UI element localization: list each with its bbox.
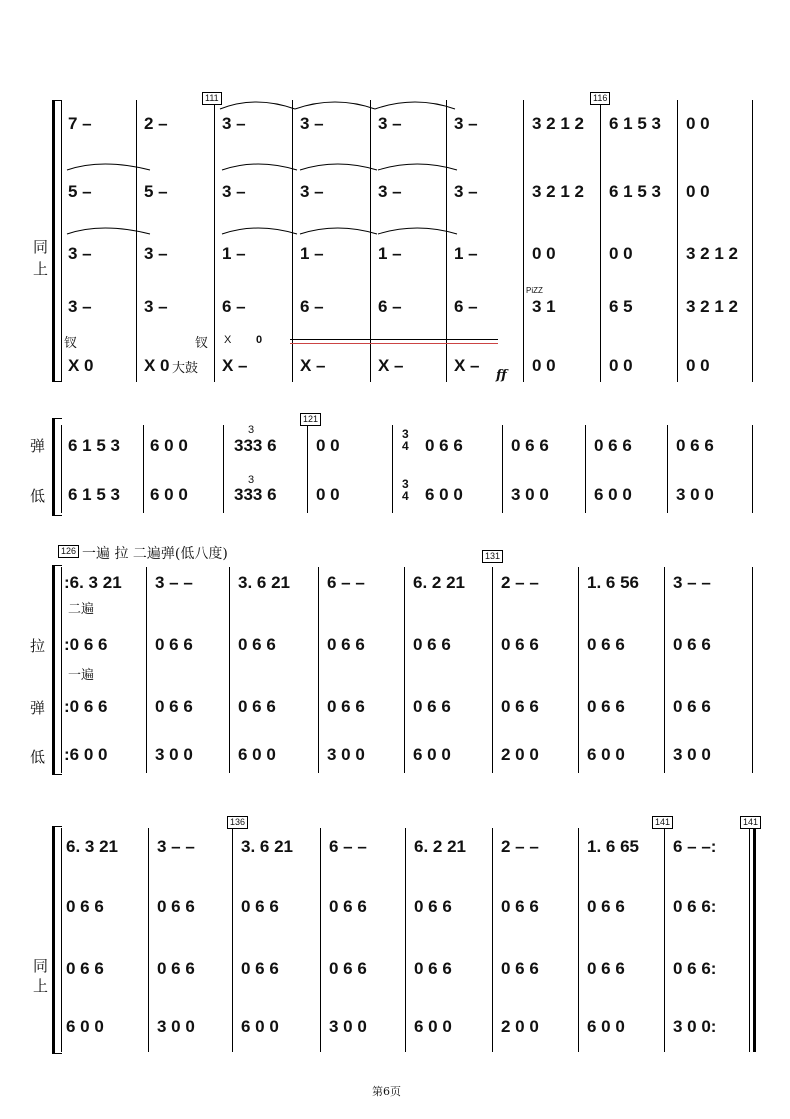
system-line: [61, 567, 62, 773]
note: 0 6 6: [241, 959, 279, 978]
note: 5 –: [144, 182, 168, 201]
barline: [318, 567, 319, 773]
note: 0 6 6: [501, 697, 539, 716]
tremolo-line: [290, 339, 498, 340]
barline: [223, 425, 224, 513]
note: 6 – –: [329, 837, 367, 856]
note: 0 6 6: [329, 959, 367, 978]
note: 6 –: [300, 297, 324, 316]
note: 6 1 5 3: [609, 182, 661, 201]
note: 0 6 6: [676, 436, 714, 455]
barline: [600, 100, 601, 382]
note: 0 6 6: [157, 959, 195, 978]
note: 0 6 6: [425, 436, 463, 455]
note: 3 –: [68, 297, 92, 316]
note: 0 6 6: [414, 959, 452, 978]
barline: [752, 567, 753, 773]
note: 6 0 0: [594, 485, 632, 504]
barline: [752, 100, 753, 382]
note: 6 –: [378, 297, 402, 316]
label-low: 低: [30, 748, 46, 766]
measure-marker: 131: [482, 550, 503, 563]
system-line: [61, 100, 62, 382]
barline: [320, 828, 321, 1052]
note: 0 6 6: [501, 897, 539, 916]
note: 0 6 6: [155, 697, 193, 716]
note: 0 6 6: [327, 635, 365, 654]
barline: [307, 425, 308, 513]
system-line: [61, 828, 62, 1052]
note: 6 0 0: [413, 745, 451, 764]
note: 3 0 0: [155, 745, 193, 764]
note: 1 –: [222, 244, 246, 263]
note: 6 0 0: [150, 485, 188, 504]
note: :6. 3 21: [64, 573, 122, 592]
note: 3 –: [68, 244, 92, 263]
note: 0 6 6: [587, 635, 625, 654]
barline: [232, 828, 233, 1052]
barline: [664, 567, 665, 773]
note: 0 6 6: [511, 436, 549, 455]
note: 6 0 0: [150, 436, 188, 455]
label-bow: 拉: [30, 637, 46, 655]
note: 3 –: [222, 182, 246, 201]
barline: [677, 100, 678, 382]
system-bracket: [52, 826, 55, 1054]
barline: [502, 425, 503, 513]
note: 2 0 0: [501, 745, 539, 764]
note: 0 6 6: [413, 635, 451, 654]
note: 6. 3 21: [66, 837, 118, 856]
note: 0 6 6: [66, 897, 104, 916]
note: 3. 6 21: [238, 573, 290, 592]
note: 0 6 6:: [673, 959, 717, 978]
note: 3 2 1 2: [686, 244, 738, 263]
note: 3 0 0:: [673, 1017, 717, 1036]
note: 6 1 5 3: [68, 436, 120, 455]
note: 0 6 6: [66, 959, 104, 978]
barline: [136, 100, 137, 382]
measure-marker: 121: [300, 413, 321, 426]
second-time-label: 二遍: [68, 602, 95, 617]
note: 3 0 0: [157, 1017, 195, 1036]
note: 0 6 6:: [673, 897, 717, 916]
note: :6 0 0: [64, 745, 108, 764]
system-bracket: [52, 418, 55, 516]
note: 6 0 0: [425, 485, 463, 504]
note: 3 –: [300, 182, 324, 201]
note: 3 1: [532, 297, 556, 316]
final-barline-thick: [753, 828, 756, 1052]
note: X 0: [68, 356, 94, 375]
note: X –: [300, 356, 326, 375]
note: 0 0: [686, 356, 710, 375]
note: X –: [378, 356, 404, 375]
note: 3 –: [378, 182, 402, 201]
note: 3 –: [454, 182, 478, 201]
note: 3 0 0: [673, 745, 711, 764]
note: 3 – –: [673, 573, 711, 592]
note: :0 6 6: [64, 697, 108, 716]
barline: [148, 828, 149, 1052]
note: 0 0: [316, 485, 340, 504]
label-pluck: 弹: [30, 437, 46, 455]
time-signature: 3 4: [402, 477, 409, 503]
note: 0 6 6: [587, 697, 625, 716]
bracket-bottom: [52, 515, 62, 516]
label-low: 低: [30, 487, 46, 505]
measure-marker: 141: [740, 816, 761, 829]
note: 3 –: [454, 114, 478, 133]
bracket-top: [52, 826, 62, 827]
note: 0 6 6: [587, 897, 625, 916]
barline: [405, 828, 406, 1052]
note: 6 –: [454, 297, 478, 316]
verse-instruction: 一遍 拉 二遍弹(低八度): [82, 546, 228, 562]
note: 3 –: [144, 297, 168, 316]
note: 5 –: [68, 182, 92, 201]
dynamic-ff: ff: [496, 368, 507, 383]
note: 3 0 0: [676, 485, 714, 504]
first-time-label: 一遍: [68, 668, 95, 683]
barline: [664, 828, 665, 1052]
note: 7 –: [68, 114, 92, 133]
cymbal-x: X: [224, 334, 232, 346]
note: 6 1 5 3: [68, 485, 120, 504]
barline: [146, 567, 147, 773]
barline: [585, 425, 586, 513]
note: 3. 6 21: [241, 837, 293, 856]
note: 0 6 6: [238, 697, 276, 716]
note: 0 6 6: [413, 697, 451, 716]
barline: [578, 567, 579, 773]
tie-group: [62, 222, 482, 238]
note: 6 – –: [327, 573, 365, 592]
note: 3 –: [144, 244, 168, 263]
page-number: 第6页: [372, 1085, 401, 1098]
barline: [229, 567, 230, 773]
measure-marker: 141: [652, 816, 673, 829]
note: 3 0 0: [327, 745, 365, 764]
note: 6 0 0: [587, 745, 625, 764]
note: 1. 6 65: [587, 837, 639, 856]
note: 6. 2 21: [414, 837, 466, 856]
note: 0 6 6: [587, 959, 625, 978]
bracket-top: [52, 418, 62, 419]
note: 2 – –: [501, 573, 539, 592]
note: 1. 6 56: [587, 573, 639, 592]
time-signature: 3 4: [402, 427, 409, 453]
note: 0 0: [532, 356, 556, 375]
triplet-mark: 3: [248, 424, 255, 436]
slur-group: [215, 95, 460, 113]
barline: [404, 567, 405, 773]
label-bass-drum: 大鼓: [172, 361, 199, 376]
barline: [492, 828, 493, 1052]
note: 1 –: [378, 244, 402, 263]
bracket-top: [52, 565, 62, 566]
note: 0 6 6: [594, 436, 632, 455]
barline: [752, 425, 753, 513]
note: :0 6 6: [64, 635, 108, 654]
note: 0 6 6: [241, 897, 279, 916]
label-cymbal: 钗: [64, 336, 78, 351]
bracket-bottom: [52, 1053, 62, 1054]
barline: [392, 425, 393, 513]
note: 3 0 0: [329, 1017, 367, 1036]
note: 0 6 6: [157, 897, 195, 916]
note: 0 0: [609, 244, 633, 263]
system-line: [61, 425, 62, 513]
note: 0 6 6: [327, 697, 365, 716]
barline: [492, 567, 493, 773]
note: 3 –: [300, 114, 324, 133]
label-cymbal: 钗: [195, 336, 209, 351]
note: 3 2 1 2: [686, 297, 738, 316]
note: 0 6 6: [673, 697, 711, 716]
note: 6 0 0: [587, 1017, 625, 1036]
note: 0 0: [686, 182, 710, 201]
note: 6 5: [609, 297, 633, 316]
barline: [143, 425, 144, 513]
measure-marker: 126: [58, 545, 79, 558]
note: 0 6 6: [501, 959, 539, 978]
note: 333 6: [234, 436, 277, 455]
note: 6 0 0: [241, 1017, 279, 1036]
note: 3 2 1 2: [532, 114, 584, 133]
barline: [667, 425, 668, 513]
note: 6 0 0: [66, 1017, 104, 1036]
system-bracket: [52, 100, 55, 382]
barline: [578, 828, 579, 1052]
final-barline-thin: [749, 828, 750, 1052]
note: 0 0: [532, 244, 556, 263]
note: 0 6 6: [238, 635, 276, 654]
note: 3 –: [378, 114, 402, 133]
note: X –: [454, 356, 480, 375]
note: 0 0: [686, 114, 710, 133]
barline: [214, 100, 215, 382]
system-bracket: [52, 565, 55, 775]
measure-marker: 136: [227, 816, 248, 829]
label-same: 同 上: [33, 957, 49, 995]
label-same: 同 上: [33, 238, 49, 278]
note: 0 6 6: [155, 635, 193, 654]
note: 0 0: [316, 436, 340, 455]
note: 0 6 6: [673, 635, 711, 654]
note: 0 0: [609, 356, 633, 375]
note: 1 –: [454, 244, 478, 263]
note: 6 1 5 3: [609, 114, 661, 133]
measure-marker: 116: [590, 92, 610, 105]
pizz-marking: PiZZ: [526, 286, 543, 295]
note: X 0: [144, 356, 170, 375]
note: 2 0 0: [501, 1017, 539, 1036]
barline: [523, 100, 524, 382]
note: 0 6 6: [501, 635, 539, 654]
note: 3 –: [222, 114, 246, 133]
note: 6 0 0: [238, 745, 276, 764]
note: 2 –: [144, 114, 168, 133]
note: 3 2 1 2: [532, 182, 584, 201]
tie-group: [62, 158, 482, 174]
note: 6 – –:: [673, 837, 717, 856]
triplet-mark: 3: [248, 474, 255, 486]
tremolo-line: [290, 343, 498, 344]
note: 3 – –: [157, 837, 195, 856]
note: 6 0 0: [414, 1017, 452, 1036]
note: X –: [222, 356, 248, 375]
note: 6 –: [222, 297, 246, 316]
note: 3 0 0: [511, 485, 549, 504]
note: 1 –: [300, 244, 324, 263]
bracket-bottom: [52, 774, 62, 775]
note: 333 6: [234, 485, 277, 504]
measure-marker: 111: [202, 92, 222, 105]
cymbal-rest: 0: [256, 334, 263, 346]
label-pluck: 弹: [30, 699, 46, 717]
note: 6. 2 21: [413, 573, 465, 592]
note: 3 – –: [155, 573, 193, 592]
note: 2 – –: [501, 837, 539, 856]
note: 0 6 6: [329, 897, 367, 916]
note: 0 6 6: [414, 897, 452, 916]
